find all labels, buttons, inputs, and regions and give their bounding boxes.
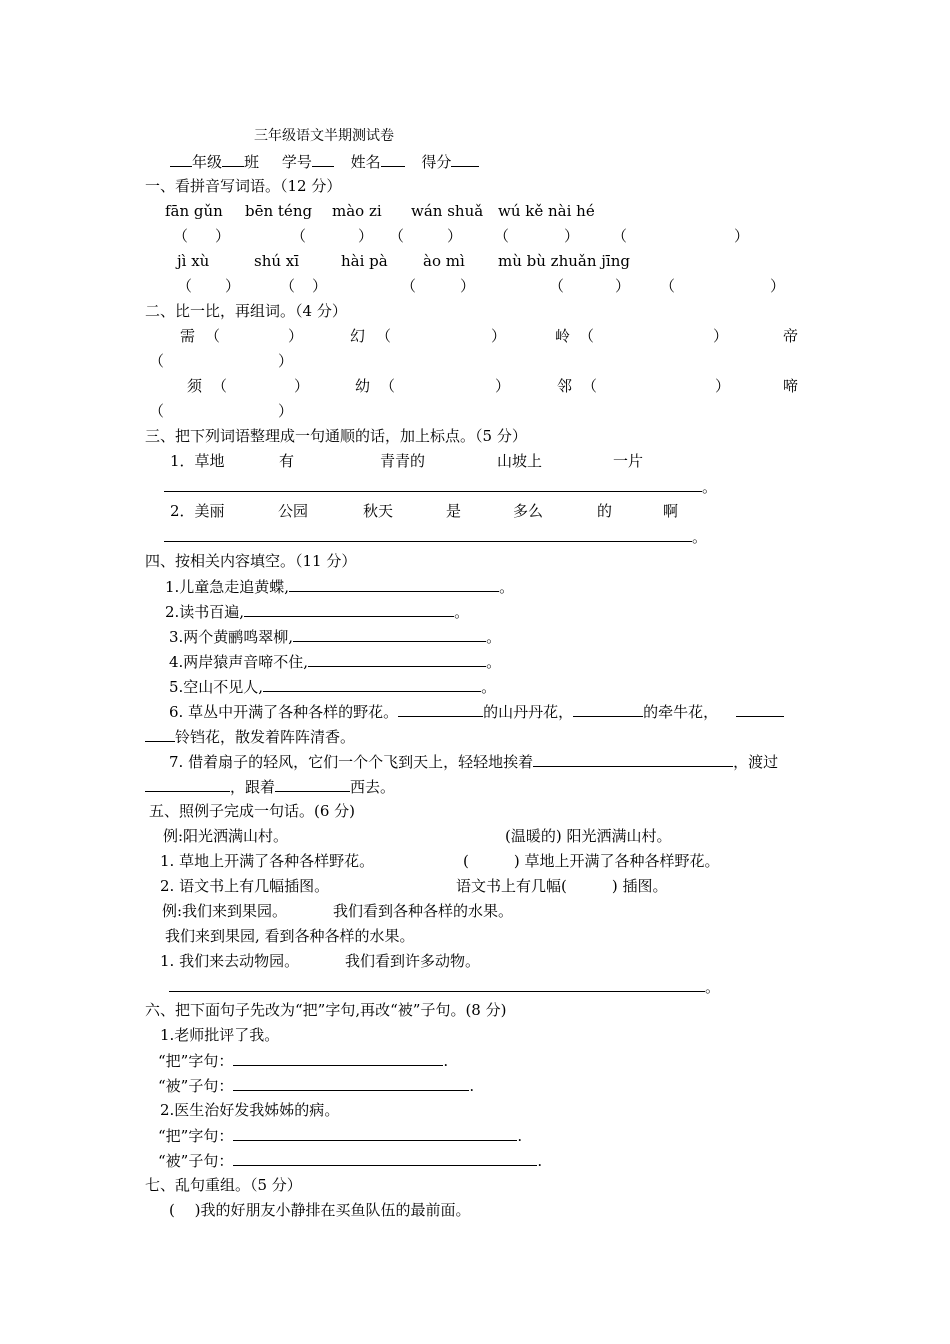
word-item: 青青的 [380,452,426,470]
answer-paren-open: （ [401,277,417,295]
fill-blank[interactable] [736,701,784,717]
question-text[interactable]: ( ) 草地上开满了各种各样野花。 [463,852,720,870]
answer-paren-close: ） [447,227,463,245]
answer-paren-close: ） [770,277,786,295]
fill-blank[interactable] [244,601,454,617]
answer-paren-close: ） [734,227,750,245]
fill-question: 6. 草丛中开满了各种各样的野花。 的山丹丹花， 的牵牛花， [169,701,784,722]
section-6-heading: 六、把下面句子先改为“把”字句,再改“被”子句。(8 分) [145,1001,507,1019]
fill-question: 铃铛花，散发着阵阵清香。 [145,726,355,747]
fill-blank[interactable] [573,701,643,717]
answer-paren-open: （ [389,227,405,245]
section-1-heading: 一、看拼音写词语。（12 分） [145,177,342,195]
section-2-heading: 二、比一比，再组词。（4 分） [145,302,347,320]
word-item: 山坡上 [497,452,543,470]
pinyin-item: hài pà [341,252,388,270]
grade-blank[interactable] [170,151,192,167]
pinyin-item: mù bù zhuǎn jīng [498,252,630,270]
fill-question: 2.读书百遍, 。 [165,603,470,621]
answer-paren-close: ） [615,277,631,295]
answer-paren-open: （ [660,277,676,295]
example-text: (温暖的) 阳光洒满山村。 [505,827,672,845]
pinyin-item: shú xī [254,252,300,270]
word-item: 多么 [513,502,544,520]
answer-paren-open: （ [549,277,565,295]
word-item: 一片 [613,452,644,470]
fill-question: ，跟着 西去。 [145,776,395,797]
question-text: 2.医生治好发我姊姊的病。 [160,1101,340,1119]
reorder-sentence[interactable]: ( )我的好朋友小静排在买鱼队伍的最前面。 [169,1201,471,1219]
fill-blank[interactable] [145,726,175,742]
fill-question: 1.儿童急走追黄蝶, 。 [165,578,515,596]
answer-line[interactable]: 。 [169,976,720,997]
bei-sentence-line: “被”子句： . [158,1077,475,1095]
bei-sentence-line: “被”子句： . [158,1152,543,1170]
answer-paren-open: （ [177,277,193,295]
question-text: 1. 我们来去动物园。 [160,952,300,970]
word-item: 2．美丽 [170,502,225,520]
compare-char: 须 [187,377,203,395]
section-5-heading: 五、照例子完成一句话。(6 分) [149,802,356,820]
fill-question: 5.空山不见人, 。 [169,678,497,696]
compare-char: 啼 [783,377,799,395]
compare-char: 幻 [350,327,366,345]
ba-sentence-line: “把”字句： . [158,1052,449,1070]
number-blank[interactable] [312,151,334,167]
compare-char: 帝 [783,327,799,345]
word-item: 公园 [278,502,309,520]
section-3-heading: 三、把下列词语整理成一句通顺的话，加上标点。（5 分） [145,427,527,445]
fill-blank[interactable] [293,626,486,642]
compare-char: 需 [180,327,196,345]
score-blank[interactable] [451,151,479,167]
fill-blank[interactable] [233,1075,469,1091]
answer-paren-open: （ [280,277,296,295]
compare-char: 岭 [555,327,571,345]
pinyin-item: jì xù [177,252,210,270]
fill-blank[interactable] [233,1125,517,1141]
pinyin-item: wú kě nài hé [498,202,595,220]
word-item: 的 [597,502,613,520]
answer-paren-close: ） [225,277,241,295]
answer-paren-close: ） [460,277,476,295]
question-text: 我们看到许多动物。 [345,952,481,970]
name-blank[interactable] [381,151,405,167]
fill-blank[interactable] [233,1150,537,1166]
word-item: 秋天 [363,502,394,520]
question-text[interactable]: 语文书上有几幅( ) 插图。 [456,877,668,895]
section-4-heading: 四、按相关内容填空。（11 分） [145,552,357,570]
fill-blank[interactable] [233,1050,443,1066]
question-text: 2. 语文书上有几幅插图。 [160,877,330,895]
fill-question: 7. 借着扇子的轻风，它们一个个飞到天上，轻轻地挨着 ，渡过 [169,753,779,771]
example-text: 例:阳光洒满山村。 [163,827,289,845]
section-7-heading: 七、乱句重组。（5 分） [145,1176,302,1194]
answer-paren-open: （ [291,227,307,245]
fill-blank[interactable] [145,776,230,792]
word-item: 是 [446,502,462,520]
pinyin-item: mào zi [332,202,382,220]
fill-blank[interactable] [275,776,350,792]
word-item: 1．草地 [170,452,225,470]
answer-paren-open: （ [494,227,510,245]
student-info-line: 年级 班 学号 姓名 得分 [170,151,479,172]
answer-paren-close: ） [215,227,231,245]
compare-char: 幼 [355,377,371,395]
answer-paren-close: ） [358,227,374,245]
ba-sentence-line: “把”字句： . [158,1127,523,1145]
fill-blank[interactable] [398,701,483,717]
answer-paren-close: ） [564,227,580,245]
fill-question: 3.两个黄鹂鸣翠柳, 。 [169,628,502,646]
example-text: 我们来到果园, 看到各种各样的水果。 [165,927,415,945]
answer-line[interactable]: 。 [164,526,707,547]
question-text: 1.老师批评了我。 [160,1026,280,1044]
fill-blank[interactable] [289,576,499,592]
page-title: 三年级语文半期测试卷 [254,128,394,144]
answer-paren-close: ） [312,277,328,295]
example-text: 例:我们来到果园。 [162,902,288,920]
word-item: 有 [279,452,295,470]
answer-paren-open: （ [173,227,189,245]
fill-blank[interactable] [263,676,481,692]
pinyin-item: wán shuǎ [411,202,484,220]
fill-question: 4.两岸猿声音啼不住, 。 [169,653,502,671]
word-item: 啊 [663,502,679,520]
example-text: 我们看到各种各样的水果。 [333,902,514,920]
pinyin-item: bēn téng [245,202,313,220]
class-blank[interactable] [222,151,244,167]
answer-paren-open: （ [612,227,628,245]
answer-line[interactable]: 。 [164,476,717,497]
fill-blank[interactable] [308,651,486,667]
fill-blank[interactable] [533,751,733,767]
question-text: 1. 草地上开满了各种各样野花。 [160,852,375,870]
compare-char: 邻 [557,377,573,395]
pinyin-item: ào mì [423,252,465,270]
pinyin-item: fān gǔn [165,202,223,220]
